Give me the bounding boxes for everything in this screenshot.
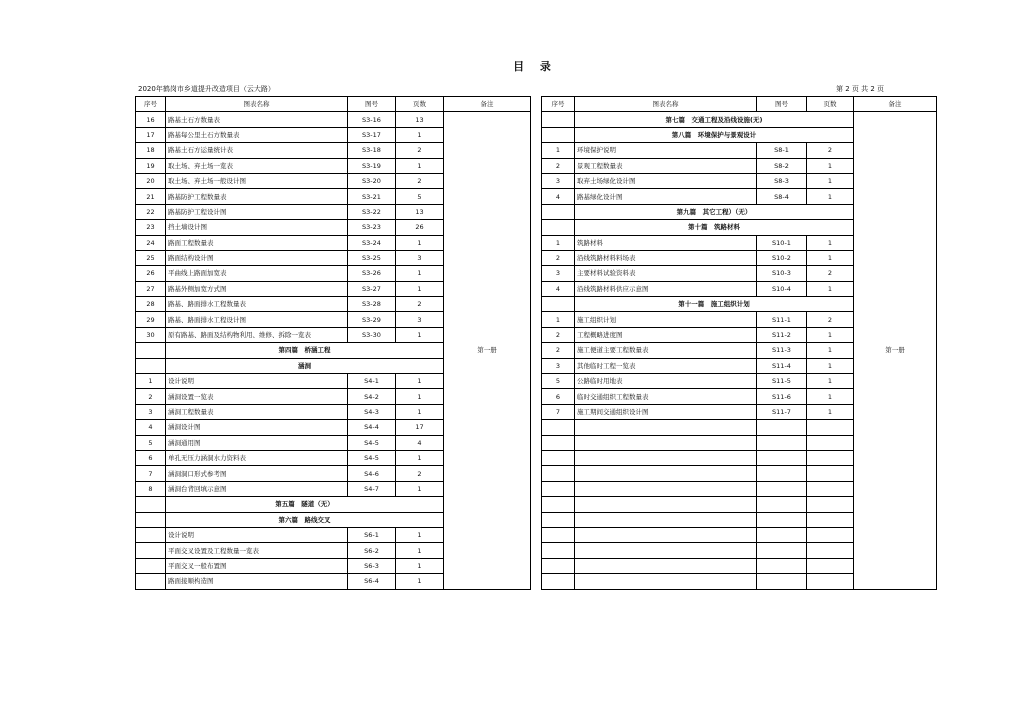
row-number: 4 (542, 189, 575, 204)
drawing-code: S3-26 (348, 266, 396, 281)
drawing-name: 路基每公里土石方数量表 (166, 127, 348, 142)
row-number: 3 (542, 266, 575, 281)
drawing-name: 取土场、弃土场一般设计图 (166, 173, 348, 188)
row-number (136, 527, 166, 542)
page-count: 1 (807, 343, 854, 358)
drawing-code: S10-2 (757, 250, 807, 265)
row-number (542, 297, 575, 312)
drawing-name: 路基外侧加宽方式图 (166, 281, 348, 296)
row-number: 23 (136, 220, 166, 235)
row-number (136, 358, 166, 373)
drawing-name: 施工便道主要工程数量表 (575, 343, 757, 358)
page-count: 1 (807, 281, 854, 296)
section-heading: 第四篇 桥涵工程 (166, 343, 444, 358)
row-number: 24 (136, 235, 166, 250)
row-number: 8 (136, 481, 166, 496)
drawing-code: S8-2 (757, 158, 807, 173)
drawing-code: S3-29 (348, 312, 396, 327)
row-number: 4 (136, 420, 166, 435)
drawing-name: 涵洞台背回填示意图 (166, 481, 348, 496)
page-count (807, 497, 854, 512)
drawing-name: 公路临时用地表 (575, 374, 757, 389)
col-header-name: 图表名称 (575, 97, 757, 112)
drawing-code: S3-19 (348, 158, 396, 173)
section-heading: 涵洞 (166, 358, 444, 373)
row-number: 7 (136, 466, 166, 481)
drawing-name: 路基、路面排水工程数量表 (166, 297, 348, 312)
toc-table-right (541, 96, 937, 590)
table-header-row (136, 97, 531, 112)
drawing-code: S3-25 (348, 250, 396, 265)
drawing-code (757, 420, 807, 435)
drawing-code: S10-1 (757, 235, 807, 250)
page-count: 1 (807, 189, 854, 204)
page-count: 1 (807, 250, 854, 265)
drawing-name (575, 420, 757, 435)
row-number: 22 (136, 204, 166, 219)
row-number: 1 (542, 143, 575, 158)
drawing-name: 平曲线上路面加宽表 (166, 266, 348, 281)
row-number: 5 (136, 435, 166, 450)
page-count (807, 435, 854, 450)
drawing-name (575, 527, 757, 542)
page-count: 1 (396, 574, 444, 589)
page-count: 1 (396, 127, 444, 142)
page-count: 2 (396, 466, 444, 481)
row-number: 6 (542, 389, 575, 404)
row-number (542, 220, 575, 235)
row-number (136, 497, 166, 512)
page-count: 1 (807, 158, 854, 173)
page-count: 1 (396, 235, 444, 250)
drawing-code: S4-4 (348, 420, 396, 435)
drawing-name (575, 558, 757, 573)
section-heading: 第五篇 隧道（无） (166, 497, 444, 512)
row-number (542, 420, 575, 435)
drawing-name: 筑路材料 (575, 235, 757, 250)
drawing-name (575, 450, 757, 465)
drawing-name: 原有路基、路面及结构物利用、维修、拆除一览表 (166, 327, 348, 342)
page-count (807, 527, 854, 542)
page-count: 1 (396, 450, 444, 465)
row-number: 5 (542, 374, 575, 389)
drawing-code: S6-1 (348, 527, 396, 542)
drawing-name: 沿线筑路材料供应示意图 (575, 281, 757, 296)
project-name: 2020年鹤岗市乡道提升改造项目（云大路） (138, 85, 275, 93)
row-number: 18 (136, 143, 166, 158)
drawing-code: S3-16 (348, 112, 396, 127)
page-count: 5 (396, 189, 444, 204)
drawing-name: 路基防护工程数量表 (166, 189, 348, 204)
drawing-name: 涵洞通用图 (166, 435, 348, 450)
drawing-name: 景观工程数量表 (575, 158, 757, 173)
row-number: 1 (542, 235, 575, 250)
drawing-code: S11-7 (757, 404, 807, 419)
page-count: 13 (396, 112, 444, 127)
row-number (542, 112, 575, 127)
section-heading: 第八篇 环境保护与景观设计 (575, 127, 854, 142)
page-count (807, 420, 854, 435)
section-heading: 第十一篇 施工组织计划 (575, 297, 854, 312)
page-count: 1 (807, 404, 854, 419)
drawing-name: 其他临时工程一览表 (575, 358, 757, 373)
page-count: 3 (396, 312, 444, 327)
page-count: 2 (396, 297, 444, 312)
row-number: 7 (542, 404, 575, 419)
drawing-code: S10-4 (757, 281, 807, 296)
drawing-code: S6-3 (348, 558, 396, 573)
page-count: 17 (396, 420, 444, 435)
row-number (542, 481, 575, 496)
page-count: 1 (396, 158, 444, 173)
drawing-name: 工程概略进度图 (575, 327, 757, 342)
section-heading: 第九篇 其它工程）（无） (575, 204, 854, 219)
drawing-code: S11-4 (757, 358, 807, 373)
row-number: 27 (136, 281, 166, 296)
drawing-code: S4-2 (348, 389, 396, 404)
row-number (542, 574, 575, 589)
drawing-name: 路基绿化设计图 (575, 189, 757, 204)
row-number: 29 (136, 312, 166, 327)
drawing-code: S3-30 (348, 327, 396, 342)
page-title: 目 录 (513, 60, 557, 73)
row-number (136, 343, 166, 358)
page-count: 1 (396, 543, 444, 558)
table-row (542, 112, 937, 127)
drawing-code (757, 435, 807, 450)
drawing-name: 路基、路面排水工程设计图 (166, 312, 348, 327)
drawing-name: 设计说明 (166, 527, 348, 542)
row-number (542, 512, 575, 527)
drawing-name: 路面工程数量表 (166, 235, 348, 250)
drawing-code (757, 543, 807, 558)
drawing-code: S4-5 (348, 435, 396, 450)
drawing-code (757, 497, 807, 512)
col-header-code: 图号 (757, 97, 807, 112)
drawing-name: 施工期间交通组织设计图 (575, 404, 757, 419)
row-number: 1 (136, 374, 166, 389)
page-count (807, 481, 854, 496)
drawing-name: 平面交叉一般布置图 (166, 558, 348, 573)
row-number (136, 543, 166, 558)
drawing-name: 涵洞工程数量表 (166, 404, 348, 419)
drawing-code: S6-2 (348, 543, 396, 558)
section-heading: 第六篇 路线交叉 (166, 512, 444, 527)
drawing-code: S4-3 (348, 404, 396, 419)
page-count: 2 (396, 143, 444, 158)
table-row (136, 112, 531, 127)
drawing-code: S11-6 (757, 389, 807, 404)
drawing-code: S3-24 (348, 235, 396, 250)
col-header-no: 序号 (136, 97, 166, 112)
drawing-code: S6-4 (348, 574, 396, 589)
row-number: 26 (136, 266, 166, 281)
row-number (542, 497, 575, 512)
row-number (542, 204, 575, 219)
page-count: 1 (396, 327, 444, 342)
page-count: 2 (807, 266, 854, 281)
drawing-name: 施工组织计划 (575, 312, 757, 327)
row-number: 19 (136, 158, 166, 173)
drawing-name: 路面接顺构造图 (166, 574, 348, 589)
page-count (807, 574, 854, 589)
drawing-name (575, 497, 757, 512)
page-count: 4 (396, 435, 444, 450)
drawing-code: S3-18 (348, 143, 396, 158)
row-number: 28 (136, 297, 166, 312)
row-number (136, 512, 166, 527)
drawing-code: S3-21 (348, 189, 396, 204)
page-count (807, 558, 854, 573)
section-heading: 第十篇 筑路材料 (575, 220, 854, 235)
page-count: 2 (807, 143, 854, 158)
drawing-code: S3-22 (348, 204, 396, 219)
col-header-pages: 页数 (807, 97, 854, 112)
volume-remark: 第一册 (854, 112, 937, 589)
drawing-name: 单孔无压力涵洞水力资料表 (166, 450, 348, 465)
table-header-row (542, 97, 937, 112)
drawing-code: S11-1 (757, 312, 807, 327)
drawing-code: S4-1 (348, 374, 396, 389)
row-number: 4 (542, 281, 575, 296)
row-number: 30 (136, 327, 166, 342)
drawing-code: S10-3 (757, 266, 807, 281)
row-number: 3 (136, 404, 166, 419)
row-number: 2 (542, 343, 575, 358)
page-count: 1 (807, 374, 854, 389)
drawing-name: 挡土墙设计图 (166, 220, 348, 235)
page-count: 1 (396, 266, 444, 281)
page-count: 1 (396, 374, 444, 389)
drawing-code: S3-27 (348, 281, 396, 296)
page-count: 1 (807, 327, 854, 342)
page-count: 1 (396, 481, 444, 496)
drawing-name: 路基土石方数量表 (166, 112, 348, 127)
drawing-name: 设计说明 (166, 374, 348, 389)
drawing-code: S11-3 (757, 343, 807, 358)
drawing-code (757, 450, 807, 465)
drawing-name (575, 543, 757, 558)
section-heading: 第七篇 交通工程及沿线设施(无) (575, 112, 854, 127)
row-number: 3 (542, 358, 575, 373)
drawing-code: S11-5 (757, 374, 807, 389)
row-number: 6 (136, 450, 166, 465)
page-count: 1 (396, 558, 444, 573)
toc-table-left (135, 96, 531, 590)
page-count: 1 (807, 389, 854, 404)
row-number: 17 (136, 127, 166, 142)
col-header-name: 图表名称 (166, 97, 348, 112)
drawing-name: 涵洞洞口形式参考图 (166, 466, 348, 481)
row-number: 3 (542, 173, 575, 188)
row-number: 16 (136, 112, 166, 127)
drawing-code: S8-4 (757, 189, 807, 204)
page-count: 1 (396, 527, 444, 542)
page-count: 1 (807, 173, 854, 188)
drawing-code: S4-6 (348, 466, 396, 481)
row-number (542, 527, 575, 542)
row-number: 2 (136, 389, 166, 404)
drawing-name (575, 512, 757, 527)
row-number: 2 (542, 158, 575, 173)
row-number (136, 558, 166, 573)
drawing-code: S3-20 (348, 173, 396, 188)
drawing-code: S4-7 (348, 481, 396, 496)
row-number (136, 574, 166, 589)
drawing-name (575, 481, 757, 496)
page-count: 2 (396, 173, 444, 188)
drawing-name: 平面交叉设置及工程数量一览表 (166, 543, 348, 558)
page-count: 1 (807, 235, 854, 250)
row-number: 2 (542, 250, 575, 265)
page-count (807, 543, 854, 558)
page-count: 1 (396, 389, 444, 404)
drawing-name: 路面结构设计图 (166, 250, 348, 265)
drawing-code: S3-23 (348, 220, 396, 235)
col-header-remark: 备注 (854, 97, 937, 112)
col-header-code: 图号 (348, 97, 396, 112)
drawing-code: S4-5 (348, 450, 396, 465)
drawing-code (757, 481, 807, 496)
page-count: 1 (396, 404, 444, 419)
page-count: 1 (396, 281, 444, 296)
drawing-name: 取弃土场绿化设计图 (575, 173, 757, 188)
page-count: 3 (396, 250, 444, 265)
drawing-code (757, 574, 807, 589)
drawing-code: S3-28 (348, 297, 396, 312)
row-number: 25 (136, 250, 166, 265)
drawing-name: 涵洞设置一览表 (166, 389, 348, 404)
page-count (807, 466, 854, 481)
page-count (807, 450, 854, 465)
drawing-code: S8-1 (757, 143, 807, 158)
drawing-name: 路基土石方运量统计表 (166, 143, 348, 158)
drawing-code (757, 527, 807, 542)
drawing-name (575, 435, 757, 450)
col-header-no: 序号 (542, 97, 575, 112)
drawing-code: S11-2 (757, 327, 807, 342)
drawing-code (757, 512, 807, 527)
page-info: 第 2 页 共 2 页 (836, 85, 885, 93)
drawing-code: S8-3 (757, 173, 807, 188)
row-number: 2 (542, 327, 575, 342)
row-number (542, 450, 575, 465)
volume-remark: 第一册 (444, 112, 531, 589)
drawing-name (575, 574, 757, 589)
drawing-name: 沿线筑路材料料场表 (575, 250, 757, 265)
row-number (542, 543, 575, 558)
drawing-name: 临时交通组织工程数量表 (575, 389, 757, 404)
row-number (542, 127, 575, 142)
drawing-name (575, 466, 757, 481)
drawing-code (757, 558, 807, 573)
drawing-name: 路基防护工程设计图 (166, 204, 348, 219)
row-number (542, 466, 575, 481)
drawing-name: 环境保护说明 (575, 143, 757, 158)
page-count: 1 (807, 358, 854, 373)
col-header-remark: 备注 (444, 97, 531, 112)
row-number: 1 (542, 312, 575, 327)
page-count: 13 (396, 204, 444, 219)
page-count: 26 (396, 220, 444, 235)
row-number: 21 (136, 189, 166, 204)
row-number (542, 435, 575, 450)
page-count (807, 512, 854, 527)
drawing-name: 涵洞设计图 (166, 420, 348, 435)
page-count: 2 (807, 312, 854, 327)
drawing-name: 取土场、弃土场一览表 (166, 158, 348, 173)
row-number: 20 (136, 173, 166, 188)
drawing-name: 主要材料试验资料表 (575, 266, 757, 281)
drawing-code: S3-17 (348, 127, 396, 142)
row-number (542, 558, 575, 573)
drawing-code (757, 466, 807, 481)
col-header-pages: 页数 (396, 97, 444, 112)
